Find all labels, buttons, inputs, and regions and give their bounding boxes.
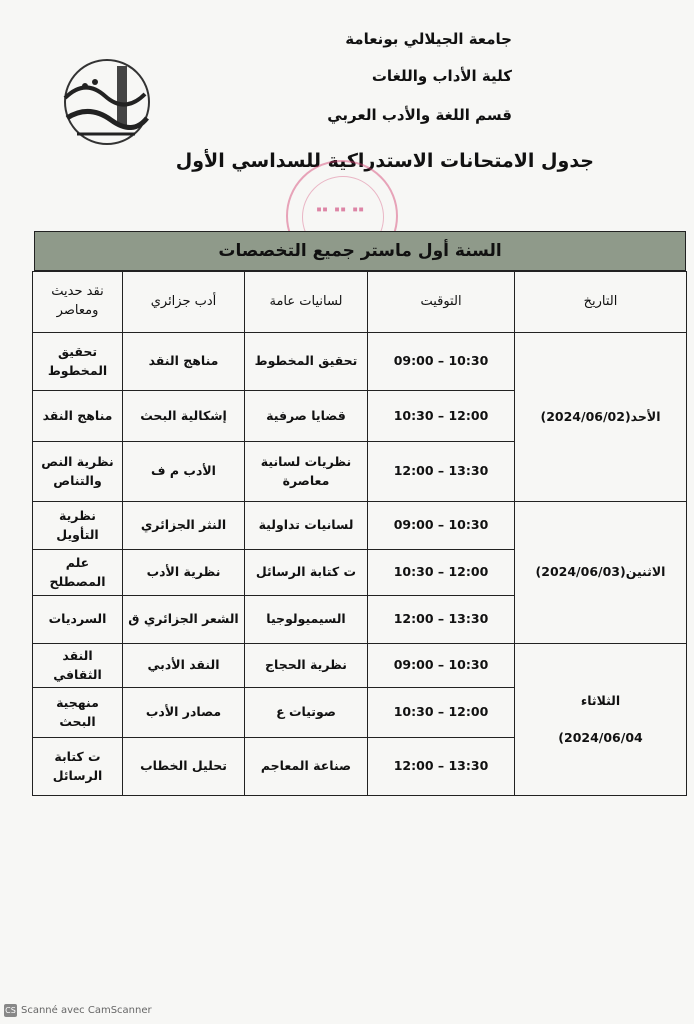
time-slot: 12:00 – 13:30 bbox=[368, 442, 515, 502]
exam-cell: النثر الجزائري bbox=[123, 502, 245, 550]
time-slot: 09:00 – 10:30 bbox=[368, 333, 515, 391]
exam-cell: مصادر الأدب bbox=[123, 688, 245, 738]
exam-cell: السيميولوجيا bbox=[245, 596, 368, 644]
exam-cell: صوتيات ع bbox=[245, 688, 368, 738]
exam-cell: نظرية الأدب bbox=[123, 550, 245, 596]
header-linguistics: لسانيات عامة bbox=[245, 272, 368, 333]
date-sunday: الأحد(2024/06/02) bbox=[515, 333, 687, 502]
exam-cell: نظرية الحجاج bbox=[245, 644, 368, 688]
time-slot: 09:00 – 10:30 bbox=[368, 502, 515, 550]
exam-cell: لسانيات تداولية bbox=[245, 502, 368, 550]
exam-cell: مناهج النقد bbox=[123, 333, 245, 391]
exam-cell: علم المصطلح bbox=[33, 550, 123, 596]
exam-cell: تحقيق المخطوط bbox=[245, 333, 368, 391]
exam-schedule-table bbox=[32, 271, 687, 796]
exam-cell: نظريات لسانية معاصرة bbox=[245, 442, 368, 502]
header-modern-criticism: نقد حديث ومعاصر bbox=[33, 272, 123, 333]
exam-cell: ت كتابة الرسائل bbox=[245, 550, 368, 596]
exam-cell: نظرية النص والتناص bbox=[33, 442, 123, 502]
program-banner: السنة أول ماستر جميع التخصصات bbox=[34, 231, 686, 271]
exam-cell: مناهج النقد bbox=[33, 391, 123, 442]
header-algerian-lit: أدب جزائري bbox=[123, 272, 245, 333]
scanner-text: Scanné avec CamScanner bbox=[21, 1005, 152, 1016]
department-name: قسم اللغة والأدب العربي bbox=[327, 106, 512, 124]
exam-cell: قضايا صرفية bbox=[245, 391, 368, 442]
page-title: جدول الامتحانات الاستدراكية للسداسي الأول bbox=[175, 150, 594, 172]
exam-cell: نظرية التأويل bbox=[33, 502, 123, 550]
header-date: التاريخ bbox=[515, 272, 687, 333]
table-row bbox=[33, 502, 687, 550]
exam-cell: النقد الثقافي bbox=[33, 644, 123, 688]
faculty-name: كلية الأداب واللغات bbox=[371, 67, 512, 85]
time-slot: 10:30 – 12:00 bbox=[368, 391, 515, 442]
date-monday: الاثنين(2024/06/03) bbox=[515, 502, 687, 644]
time-slot: 10:30 – 12:00 bbox=[368, 688, 515, 738]
scanner-watermark bbox=[4, 1004, 152, 1017]
camscanner-icon: CS bbox=[5, 1006, 16, 1015]
exam-cell: منهجية البحث bbox=[33, 688, 123, 738]
exam-cell: النقد الأدبي bbox=[123, 644, 245, 688]
table-row bbox=[33, 333, 687, 391]
exam-cell: ت كتابة الرسائل bbox=[33, 738, 123, 796]
university-logo bbox=[55, 58, 155, 150]
time-slot: 09:00 – 10:30 bbox=[368, 644, 515, 688]
time-slot: 12:00 – 13:30 bbox=[368, 738, 515, 796]
table-row bbox=[33, 644, 687, 688]
time-slot: 12:00 – 13:30 bbox=[368, 596, 515, 644]
time-slot: 10:30 – 12:00 bbox=[368, 550, 515, 596]
exam-cell: تحليل الخطاب bbox=[123, 738, 245, 796]
exam-cell: تحقيق المخطوط bbox=[33, 333, 123, 391]
date-tuesday-date: 2024/06/04) bbox=[558, 729, 643, 745]
exam-cell: السرديات bbox=[33, 596, 123, 644]
exam-cell: الشعر الجزائري ق bbox=[123, 596, 245, 644]
header-time: التوقيت bbox=[368, 272, 515, 333]
date-tuesday-day: الثلاثاء bbox=[580, 693, 621, 709]
exam-cell: إشكالية البحث bbox=[123, 391, 245, 442]
exam-cell: صناعة المعاجم bbox=[245, 738, 368, 796]
date-tuesday bbox=[515, 644, 687, 796]
exam-cell: الأدب م ف bbox=[123, 442, 245, 502]
table-header-row bbox=[33, 272, 687, 333]
university-name: جامعة الجيلالي بونعامة bbox=[345, 30, 512, 48]
official-stamp: ▪▪ ▪▪ ▪▪ bbox=[286, 160, 398, 272]
